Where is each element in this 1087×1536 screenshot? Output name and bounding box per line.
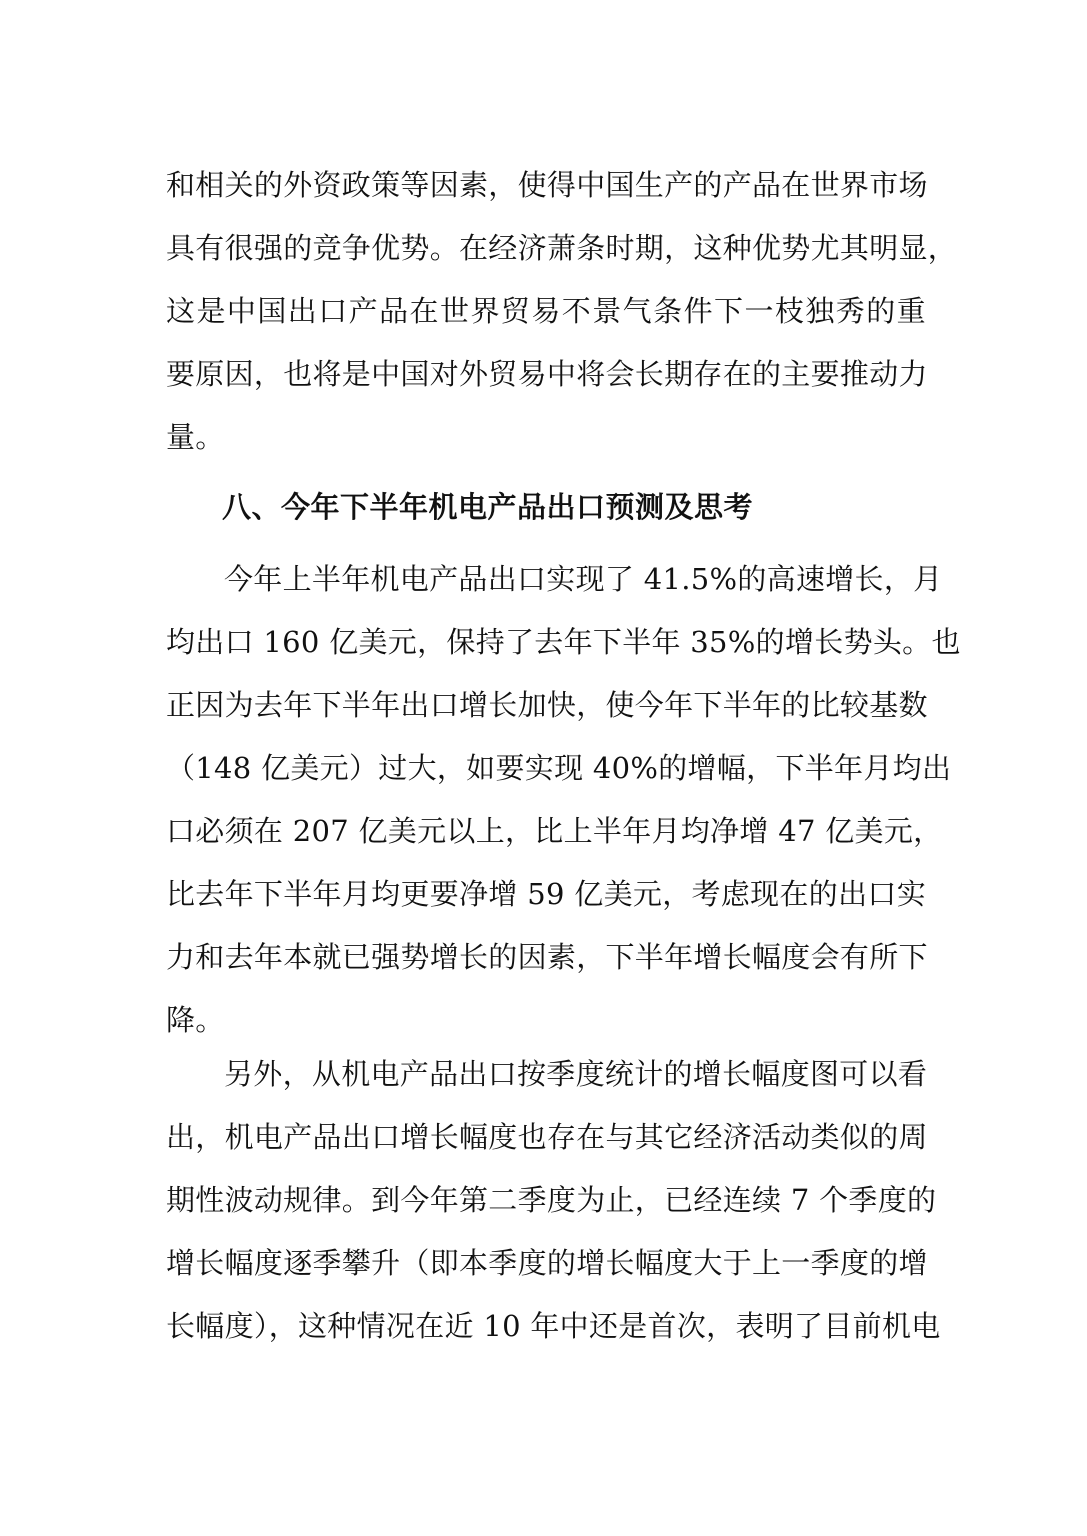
paragraph-2-line-8: 降。 <box>166 1003 225 1037</box>
paragraph-2-line-5: 口必须在 207 亿美元以上，比上半年月均净增 47 亿美元， <box>166 814 943 848</box>
paragraph-1-line-3: 这是中国出口产品在世界贸易不景气条件下一枝独秀的重 <box>166 294 926 328</box>
paragraph-1-line-2: 具有很强的竞争优势。在经济萧条时期，这种优势尤其明显， <box>166 231 958 265</box>
paragraph-3-line-2: 出，机电产品出口增长幅度也存在与其它经济活动类似的周 <box>166 1120 928 1154</box>
paragraph-2-line-2: 均出口 160 亿美元，保持了去年下半年 35%的增长势头。也 <box>166 625 961 659</box>
paragraph-1-line-4: 要原因，也将是中国对外贸易中将会长期存在的主要推动力 <box>166 357 928 391</box>
paragraph-2-line-6: 比去年下半年月均更要净增 59 亿美元，考虑现在的出口实 <box>166 877 926 911</box>
paragraph-3-line-5: 长幅度），这种情况在近 10 年中还是首次，表明了目前机电 <box>166 1309 941 1343</box>
section-heading: 八、今年下半年机电产品出口预测及思考 <box>222 490 754 524</box>
paragraph-3-line-4: 增长幅度逐季攀升（即本季度的增长幅度大于上一季度的增 <box>166 1246 928 1280</box>
paragraph-3-line-1: 另外，从机电产品出口按季度统计的增长幅度图可以看 <box>224 1057 928 1091</box>
paragraph-2-line-7: 力和去年本就已强势增长的因素，下半年增长幅度会有所下 <box>166 940 928 974</box>
paragraph-3-line-3: 期性波动规律。到今年第二季度为止，已经连续 7 个季度的 <box>166 1183 937 1217</box>
paragraph-1-line-1: 和相关的外资政策等因素，使得中国生产的产品在世界市场 <box>166 168 928 202</box>
paragraph-2-line-3: 正因为去年下半年出口增长加快，使今年下半年的比较基数 <box>166 688 928 722</box>
paragraph-1-line-5: 量。 <box>166 420 225 454</box>
paragraph-2-line-4: （148 亿美元）过大，如要实现 40%的增幅，下半年月均出 <box>166 751 952 785</box>
paragraph-2-line-1: 今年上半年机电产品出口实现了 41.5%的高速增长，月 <box>224 562 943 596</box>
